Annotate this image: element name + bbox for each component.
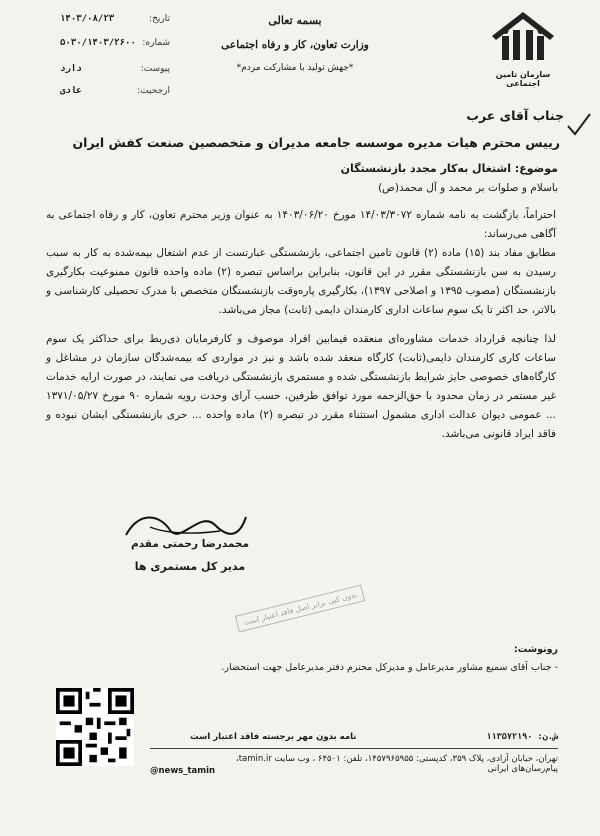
paragraph-2: مطابق مفاد بند (۱۵) ماده (۲) قانون تامین اجتماعی، بازنشستگی عبارتست از عدم اشتغال بیمه‌شده به کار به سبب رسیدن به سن بازنشستگی مقرر در این قانون، بنابراین براساس تبصره (۲) ماده واحده قانون ممنوعیت بکارگیری بازنشستگان (مصوب ۱۳۹۵ و اصلاحی ۱۳۹۷)، بکارگیری پاره‌وقت بازنشستگان متخصص با مدرک تحصیلی کارشناسی و بالاتر، حد اکثر تا یک سوم ساعات اداری کارمندان دایمی (ثابت) مجاز می‌باشد. — [46, 247, 556, 316]
meta-priority-label: ارجحیت: — [137, 86, 170, 96]
validity-note: نامه بدون مهر برجسته فاقد اعتبار است — [190, 732, 357, 742]
signatory-position: مدیر کل مستمری ها — [134, 560, 246, 573]
meta-attachment-value: دارد — [60, 64, 82, 74]
meta-date — [60, 14, 170, 24]
checkmark-icon — [564, 112, 592, 138]
addressee-name: جناب آقای عرب — [466, 108, 564, 123]
paragraph-3: لذا چنانچه قرارداد خدمات مشاوره‌ای منعقده فیمابین افراد موصوف و کارفرمایان ذی‌ربط برای حداکثر یک سوم ساعات کاری کارمندان دایمی(ثابت) کارگاه منعقد شده باشد و نیز در مواردی که بیمه‌شدگان سازمان در مشاغل و کارگاه‌های خصوصی حایز شرایط بازنشستگی شده و مستمری بازنشستگی دریافت می نمایند، در صورت ارایه خدمات غیر مستمر در زمان محدود با حق‌الزحمه مورد توافق طرفین، حسب آرای وحدت رویه شماره ۹۰ مورخ ۱۳۷۱/۰۵/۲۷ ... عمومی دیوان عدالت اداری مشمول استثناء مقرر در تبصره (۲) ماده واحده ... حری بازنشستگی ایشان نبوده و فاقد ایراد قانونی می‌باشد. — [46, 333, 556, 440]
meta-priority-value: عادی — [60, 86, 82, 96]
meta-number-value: ۵۰۳۰/۱۴۰۳/۲۶۰۰ — [60, 38, 136, 48]
salutation: باسلام و صلوات بر محمد و آل محمد(ص) — [378, 182, 558, 194]
meta-number-label: شماره: — [142, 38, 170, 48]
ministry-name: وزارت تعاون، کار و رفاه اجتماعی — [221, 39, 369, 51]
footer-divider — [150, 748, 558, 749]
messenger-handle: @news_tamin — [150, 766, 216, 776]
footer-address: تهران، خیابان آزادی، پلاک ۳۵۹، کدپستی: ۱۴۵۷۹۶۵۹۵۵، تلفن: ۶۴۵۰۱ ، وب سایت tamin.ir، پیام‌رسان‌های ایرانی — [235, 754, 558, 774]
organization-logo — [488, 10, 558, 88]
meta-date-label: تاریخ: — [149, 14, 170, 24]
signatory-name: محمدرضا رحمتی مقدم — [131, 538, 249, 550]
postal-code: ش.ن: ۱۱۳۵۷۲۱۹۰ — [486, 732, 558, 742]
meta-attachment-label: پیوست: — [140, 64, 170, 74]
paragraph-1: احتراماً، بازگشت به نامه شماره ۱۴/۰۳/۳۰۷۲ مورخ ۱۴۰۳/۰۶/۲۰ به عنوان وزیر محترم تعاون، کار و رفاه اجتماعی به آگاهی می‌رساند: — [46, 209, 557, 240]
subject: موضوع: اشتغال به‌کار مجدد بازنشستگان — [340, 162, 558, 175]
cc-line: - جناب آقای سمیع مشاور مدیرعامل و مدیرکل محترم دفتر مدیرعامل جهت استحضار. — [221, 662, 558, 673]
slogan: *جهش تولید با مشارکت مردم* — [236, 63, 354, 73]
qr-code — [56, 688, 134, 766]
addressee-title: رییس محترم هیات مدیره موسسه جامعه مدیران و متخصصین صنعت کفش ایران — [72, 135, 560, 150]
ministry-header — [190, 14, 400, 73]
faint-stamp: بدون کپی برابر اصل فاقد اعتبار است — [235, 584, 366, 632]
cc-label: رونوشت: — [513, 644, 558, 655]
tamin-logo-icon — [488, 10, 558, 64]
invocation: بسمه تعالی — [268, 14, 322, 27]
meta-number — [60, 38, 170, 48]
meta-priority — [60, 86, 170, 96]
org-name: سازمان تامین اجتماعی — [495, 70, 551, 88]
meta-attachment — [60, 64, 170, 74]
meta-date-value: ۱۴۰۳/۰۸/۲۳ — [60, 14, 115, 24]
